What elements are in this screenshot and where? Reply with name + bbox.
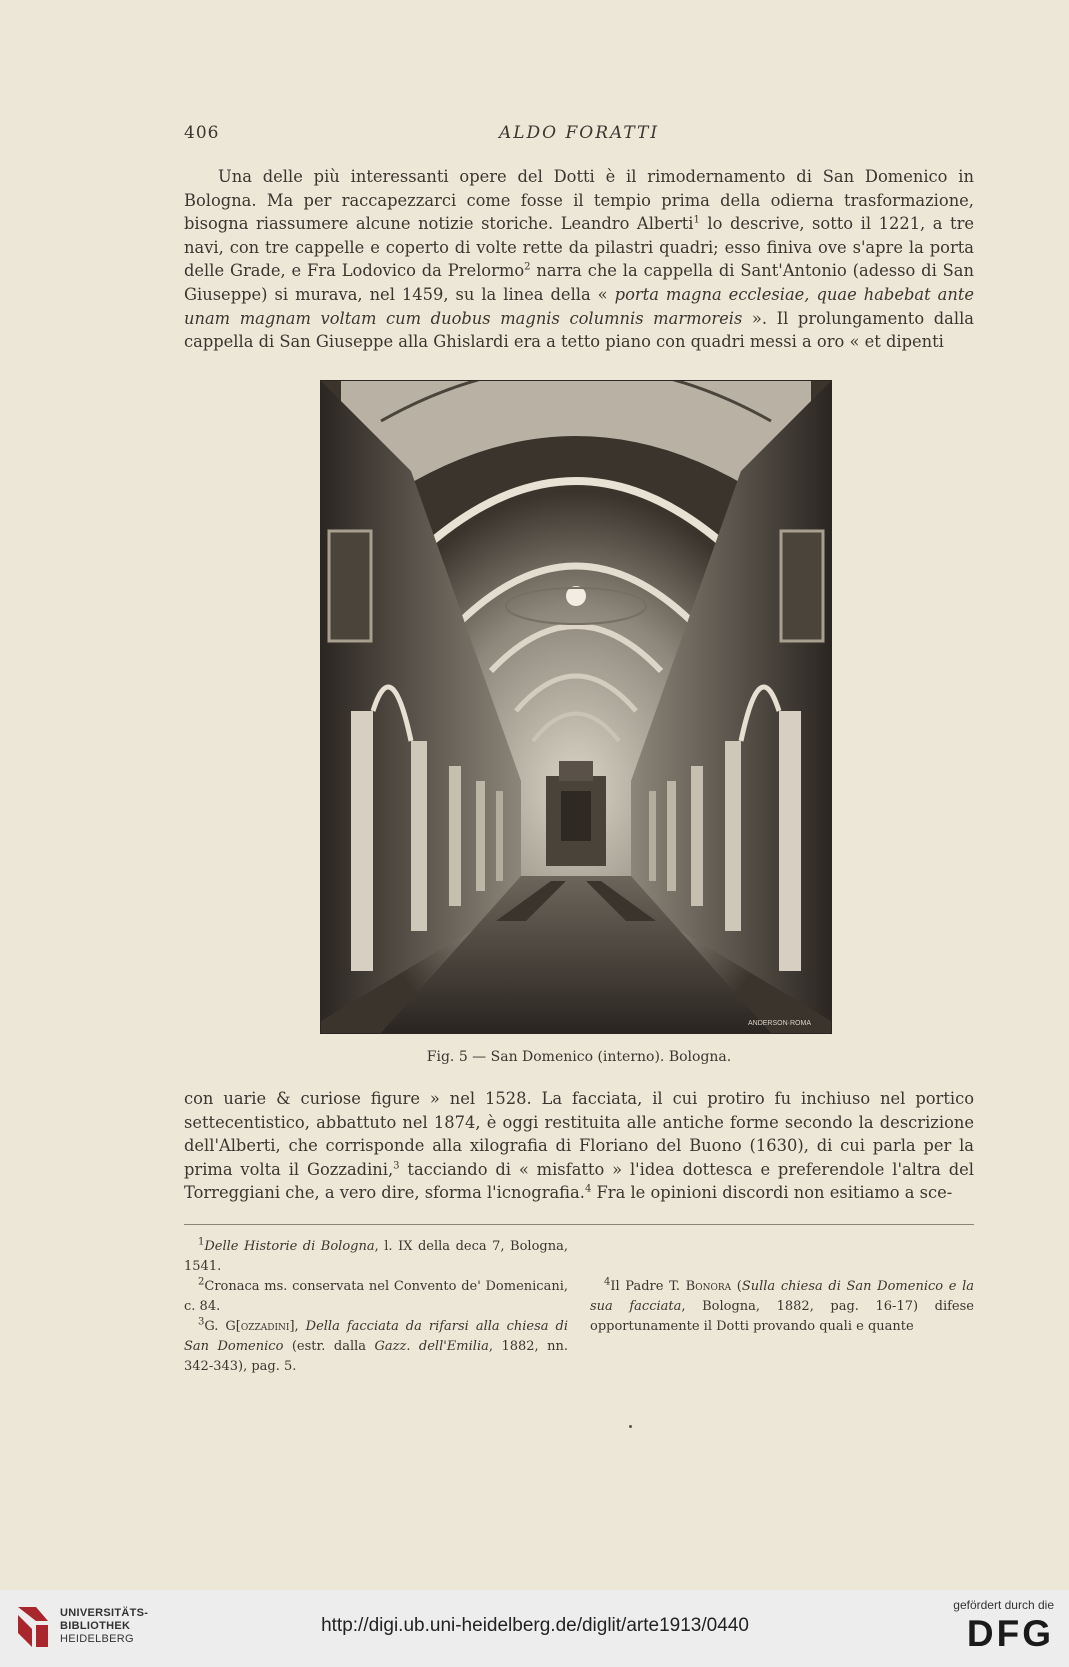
p1-text-a: Una delle più interessanti opere del Dotti è il rimodernamento di San Domenico in Bologna. Ma per raccapezzarci come fosse il tempio prima della odierna trasformazione, bisogna riassumere alcune notizie storiche. Leandro Alberti bbox=[184, 167, 974, 234]
footnote-3: $^3$G. G[ozzadini], Della facciata da rifarsi alla chiesa di San Domenico (estr. dalla Gazz. dell'Emilia, 1882, nn. 342-343), pag. 5. bbox=[184, 1316, 568, 1374]
p2-text-c: Fra le opinioni discordi non esitiamo a sce- bbox=[591, 1183, 953, 1203]
digitization-footer bbox=[0, 1590, 1069, 1667]
footnote-2: $^2$Cronaca ms. conservata nel Convento de' Domenicani, c. 84. bbox=[184, 1276, 568, 1314]
footnotes-right-column bbox=[590, 1237, 974, 1337]
university-library-logo-icon[interactable] bbox=[14, 1603, 52, 1651]
figure-san-domenico-photo bbox=[320, 380, 832, 1034]
church-interior-image bbox=[321, 381, 831, 1033]
footnote-ref-4: 4 bbox=[584, 1183, 592, 1195]
footnote-4: $^4$Il Padre T. Bonora (Sulla chiesa di San Domenico e la sua facciata, Bologna, 1882, pag. 16-17) difese opportunamente il Dotti provando quali e quante bbox=[590, 1276, 974, 1334]
p1-text-c: narra che la cappella di Sant'Antonio (adesso di San Giuseppe) si murava, nel 1459, su la linea della « bbox=[184, 261, 974, 304]
running-head: ALDO FORATTI bbox=[498, 123, 660, 143]
page-header bbox=[184, 123, 974, 149]
p1-text-d: ». Il prolungamento dalla cappella di San Giuseppe alla Ghislardi era a tetto piano con quadri messi a oro « et dipenti bbox=[184, 308, 974, 352]
p2-text-a: con uarie & curiose figure » nel 1528. La facciata, il cui protiro fu inchiuso nel portico settecentistico, abbattuto nel 1874, è oggi restituita alle antiche forme secondo la descrizione dell'Alberti, che corrisponde alla xilografia di Floriano del Buono (1630), di cui parla per la prima volta il Gozzadini, bbox=[184, 1089, 974, 1179]
paragraph-1 bbox=[184, 165, 974, 354]
paragraph-2 bbox=[184, 1087, 974, 1205]
footnote-divider bbox=[184, 1224, 974, 1225]
university-library-name[interactable]: UNIVERSITÄTS- BIBLIOTHEK HEIDELBERG bbox=[60, 1607, 149, 1645]
funding-credit bbox=[934, 1598, 1054, 1654]
footnote-ref-1: 1 bbox=[693, 214, 700, 226]
footnotes-left-column bbox=[184, 1237, 568, 1377]
figure-caption: Fig. 5 — San Domenico (interno). Bologna. bbox=[426, 1049, 732, 1065]
dfg-logo[interactable]: DFG bbox=[966, 1613, 1054, 1654]
p2-text-b: tacciando di « misfatto » l'idea dottesca e preferendole l'altra del Torreggiani che, a vero dire, sforma l'icnografia. bbox=[184, 1159, 975, 1203]
funding-label: gefördert durch die bbox=[953, 1598, 1054, 1612]
footnote-ref-3: 3 bbox=[393, 1160, 400, 1172]
ink-speck bbox=[629, 1425, 632, 1428]
latin-quote: porta magna ecclesiae, quae habebat ante unam magnam voltam cum duobus magnis columnis marmoreis bbox=[184, 284, 975, 328]
page-number: 406 bbox=[184, 123, 220, 143]
footnote-ref-2: 2 bbox=[524, 261, 531, 273]
photo-credit: ANDERSON·ROMA bbox=[747, 1020, 811, 1027]
p1-text-b: lo descrive, sotto il 1221, a tre navi, con tre cappelle e coperto di volte rette da pilastri quadri; esso finiva ove s'apre la porta delle Grade, e Fra Lodovico da Prelormo bbox=[184, 214, 974, 281]
footnote-1: $^1$Delle Historie di Bologna, l. IX della deca 7, Bologna, 1541. bbox=[184, 1236, 568, 1274]
permalink-url[interactable]: http://digi.ub.uni-heidelberg.de/diglit/arte1913/0440 bbox=[321, 1615, 749, 1636]
